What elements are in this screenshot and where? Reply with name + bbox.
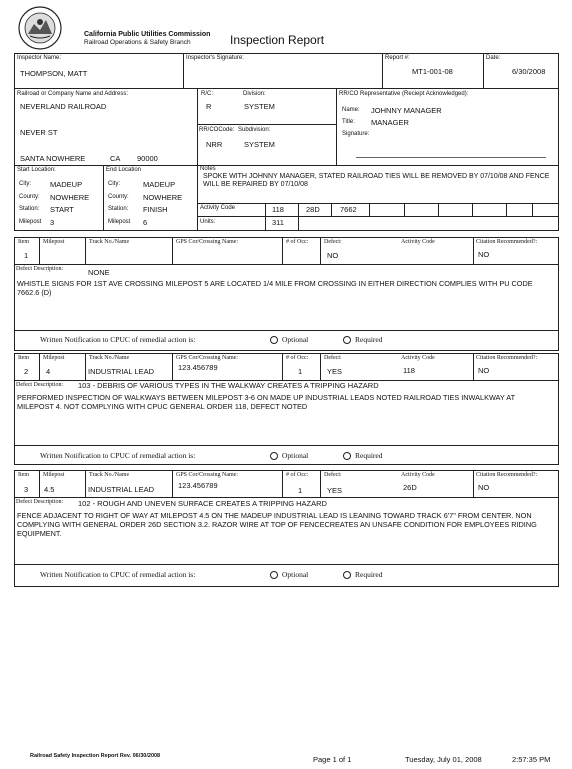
- rrco-code-value: NRR: [206, 140, 223, 149]
- notes-text: SPOKE WITH JOHNNY MANAGER, STATED RAILROAD TIES WILL BE REMOVED BY 07/10/08 AND FENCE WILL BE REPAIRED BY 07/10/08: [203, 173, 550, 188]
- end-location-label: End Location: [106, 167, 142, 173]
- track-header: Track No./Name: [89, 472, 130, 478]
- item-2-gps: 123.456789: [178, 363, 218, 372]
- defect-header: Defect:: [324, 355, 342, 361]
- rrco-code-label: RR/COCode:: [199, 127, 235, 133]
- item-3-activity: 26D: [403, 483, 417, 492]
- occ-header: # of Occ:: [286, 355, 309, 361]
- item-3-text: FENCE ADJACENT TO RIGHT OF WAY AT MILEPOST 4.5 ON THE MADEUP INDUSTRIAL LEAD IS LEANING TOWARD TRACK 6'7" FROM CENTER. NON COMPLYING WITH GENERAL ORDER 26D SECTION 3.2. RAZOR WIRE AT TOP OF FENCECREATES AN UNSAFE CONDITION FOR EMPLOYEES RIDING EQUIPMENT.: [17, 511, 537, 538]
- end-city-label: City:: [108, 181, 120, 187]
- item-1-defect-desc-label: Defect Description:: [16, 266, 64, 272]
- gps-header: GPS Cor/Crossing Name:: [176, 239, 239, 245]
- item-1-defect-desc: NONE: [88, 268, 110, 277]
- item-3-occ: 1: [298, 486, 303, 495]
- radio-circle: [343, 452, 351, 460]
- cpuc-seal: [18, 6, 62, 50]
- start-location-label: Start Location:: [17, 167, 56, 173]
- radio-circle: [343, 571, 351, 579]
- activity-code-3: 7662: [340, 205, 357, 214]
- gps-header: GPS Cor/Crossing Name:: [176, 355, 239, 361]
- railroad-zip: 90000: [137, 154, 158, 163]
- rc-label: R/C:: [201, 91, 213, 97]
- citation-header: Citation Recommended?:: [476, 239, 538, 245]
- item-2-notification-text: Written Notification to CPUC of remedial action is:: [40, 451, 196, 460]
- item-2-track: INDUSTRIAL LEAD: [88, 367, 154, 376]
- start-milepost-label: Milepost: [19, 219, 42, 225]
- subdivision-value: SYSTEM: [244, 140, 275, 149]
- rep-title-label: Title:: [342, 119, 355, 125]
- item-header: Item: [18, 355, 29, 361]
- rc-value: R: [206, 102, 212, 111]
- activity-header: Activity Code: [401, 472, 435, 478]
- form-revision: Railroad Safety Inspection Report Rev. 06/30/2008: [30, 753, 161, 759]
- inspector-name-label: Inspector Name:: [17, 55, 62, 61]
- optional-label: Optional: [282, 570, 309, 579]
- railroad-state: CA: [110, 154, 121, 163]
- item-3-defect: YES: [327, 486, 343, 495]
- start-milepost: 3: [50, 218, 55, 227]
- railroad-name: NEVERLAND RAILROAD: [20, 102, 107, 111]
- end-station: FINISH: [143, 205, 168, 214]
- start-station: START: [50, 205, 74, 214]
- start-county: NOWHERE: [50, 193, 90, 202]
- report-number: MT1-001-08: [412, 67, 453, 76]
- item-3-required-radio[interactable]: [343, 570, 383, 579]
- item-1-notification-text: Written Notification to CPUC of remedial action is:: [40, 335, 196, 344]
- item-header: Item: [18, 239, 29, 245]
- activity-code-1: 118: [272, 205, 284, 214]
- print-time: 2:57:35 PM: [512, 755, 551, 764]
- start-county-label: County:: [19, 194, 40, 200]
- start-city-label: City:: [19, 181, 31, 187]
- radio-circle: [343, 336, 351, 344]
- defect-header: Defect:: [324, 472, 342, 478]
- citation-header: Citation Recommended?:: [476, 355, 538, 361]
- representative-label: RR/CO Representative (Reciept Acknowledged):: [339, 91, 469, 97]
- start-city: MADEUP: [50, 180, 83, 189]
- page-number: Page 1 of 1: [313, 755, 352, 764]
- rep-name-label: Name:: [342, 107, 360, 113]
- item-3-defect-desc-label: Defect Description:: [16, 499, 64, 505]
- milepost-header: Milepost: [43, 239, 65, 245]
- item-2-number: 2: [24, 367, 29, 376]
- end-milepost-label: Milepost: [108, 219, 131, 225]
- track-header: Track No./Name: [89, 355, 130, 361]
- notes-label: Notes: [200, 166, 216, 172]
- branch-name: Railroad Operations & Safety Branch: [84, 39, 191, 46]
- end-station-label: Station:: [108, 206, 129, 212]
- units-value: 311: [272, 218, 284, 227]
- railroad-label: Railroad or Company Name and Address:: [17, 91, 129, 97]
- item-1-number: 1: [24, 251, 29, 260]
- item-3-notification-text: Written Notification to CPUC of remedial action is:: [40, 570, 196, 579]
- citation-header: Citation Recommended?:: [476, 472, 538, 478]
- item-3-gps: 123.456789: [178, 481, 218, 490]
- print-date: Tuesday, July 01, 2008: [405, 755, 482, 764]
- item-2-optional-radio[interactable]: [270, 451, 308, 460]
- occ-header: # of Occ:: [286, 472, 309, 478]
- item-1-optional-radio[interactable]: [270, 335, 308, 344]
- activity-code-2: 28D: [306, 205, 320, 214]
- railroad-street: NEVER ST: [20, 128, 58, 137]
- inspector-signature-label: Inspector's Signature:: [186, 55, 244, 61]
- item-3-optional-radio[interactable]: [270, 570, 308, 579]
- optional-label: Optional: [282, 335, 309, 344]
- activity-code-label: Activity Code: [200, 205, 236, 211]
- milepost-header: Milepost: [43, 472, 65, 478]
- division-label: Division:: [243, 91, 266, 97]
- item-2-defect: YES: [327, 367, 343, 376]
- report-title: Inspection Report: [230, 33, 325, 47]
- inspection-form-header: [14, 53, 559, 231]
- gps-header: GPS Cor/Crossing Name:: [176, 472, 239, 478]
- track-header: Track No./Name: [89, 239, 130, 245]
- end-milepost: 6: [143, 218, 148, 227]
- railroad-city: SANTA NOWHERE: [20, 154, 86, 163]
- defect-header: Defect:: [324, 239, 342, 245]
- rep-name: JOHNNY MANAGER: [371, 106, 442, 115]
- rep-title: MANAGER: [371, 118, 409, 127]
- item-3-defect-desc: 102 - ROUGH AND UNEVEN SURFACE CREATES A TRIPPING HAZARD: [78, 499, 327, 508]
- report-number-label: Report #:: [385, 55, 410, 61]
- item-1-citation: NO: [478, 250, 490, 259]
- required-label: Required: [355, 335, 383, 344]
- item-2-citation: NO: [478, 366, 490, 375]
- item-1-defect: NO: [327, 251, 339, 260]
- item-2-occ: 1: [298, 367, 303, 376]
- item-3-track: INDUSTRIAL LEAD: [88, 485, 154, 494]
- division-value: SYSTEM: [244, 102, 275, 111]
- item-header: Item: [18, 472, 29, 478]
- radio-circle: [270, 336, 278, 344]
- rep-signature-label: Signature:: [342, 131, 370, 137]
- subdivision-label: Subdivision:: [238, 127, 271, 133]
- item-2-defect-desc: 103 - DEBRIS OF VARIOUS TYPES IN THE WALKWAY CREATES A TRIPPING HAZARD: [78, 381, 379, 390]
- inspector-name: THOMPSON, MATT: [20, 69, 88, 78]
- activity-header: Activity Code: [401, 355, 435, 361]
- radio-circle: [270, 571, 278, 579]
- start-station-label: Station:: [19, 206, 40, 212]
- required-label: Required: [355, 451, 383, 460]
- occ-header: # of Occ:: [286, 239, 309, 245]
- radio-circle: [270, 452, 278, 460]
- item-2-defect-desc-label: Defect Description:: [16, 382, 64, 388]
- activity-header: Activity Code: [401, 239, 435, 245]
- optional-label: Optional: [282, 451, 309, 460]
- item-2-text: PERFORMED INSPECTION OF WALKWAYS BETWEEN MILEPOST 3-6 ON MADE UP INDUSTRIAL LEADS NOTED RAILROAD TIES INWALKWAY AT MILEPOST 4. NOT COMPLYING WITH CPUC GENERAL ORDER 118, DEFECT NOTED: [17, 393, 515, 411]
- required-label: Required: [355, 570, 383, 579]
- item-2-milepost: 4: [46, 367, 51, 376]
- item-3-citation: NO: [478, 483, 490, 492]
- date-label: Date:: [486, 55, 501, 61]
- units-label: Units:: [200, 219, 216, 225]
- item-2-required-radio[interactable]: [343, 451, 383, 460]
- agency-name: California Public Utilities Commission: [84, 31, 211, 38]
- report-date: 6/30/2008: [512, 67, 546, 76]
- item-1-required-radio[interactable]: [343, 335, 383, 344]
- item-1-text: WHISTLE SIGNS FOR 1ST AVE CROSSING MILEPOST 5 ARE LOCATED 1/4 MILE FROM CROSSING IN EITHER DIRECTION COMPLIES WITH PU CODE 7662.6 (D): [17, 279, 533, 297]
- item-3-number: 3: [24, 485, 29, 494]
- item-2-activity: 118: [403, 366, 415, 375]
- end-county-label: County:: [108, 194, 129, 200]
- end-city: MADEUP: [143, 180, 176, 189]
- milepost-header: Milepost: [43, 355, 65, 361]
- end-county: NOWHERE: [143, 193, 183, 202]
- item-3-milepost: 4.5: [44, 485, 55, 494]
